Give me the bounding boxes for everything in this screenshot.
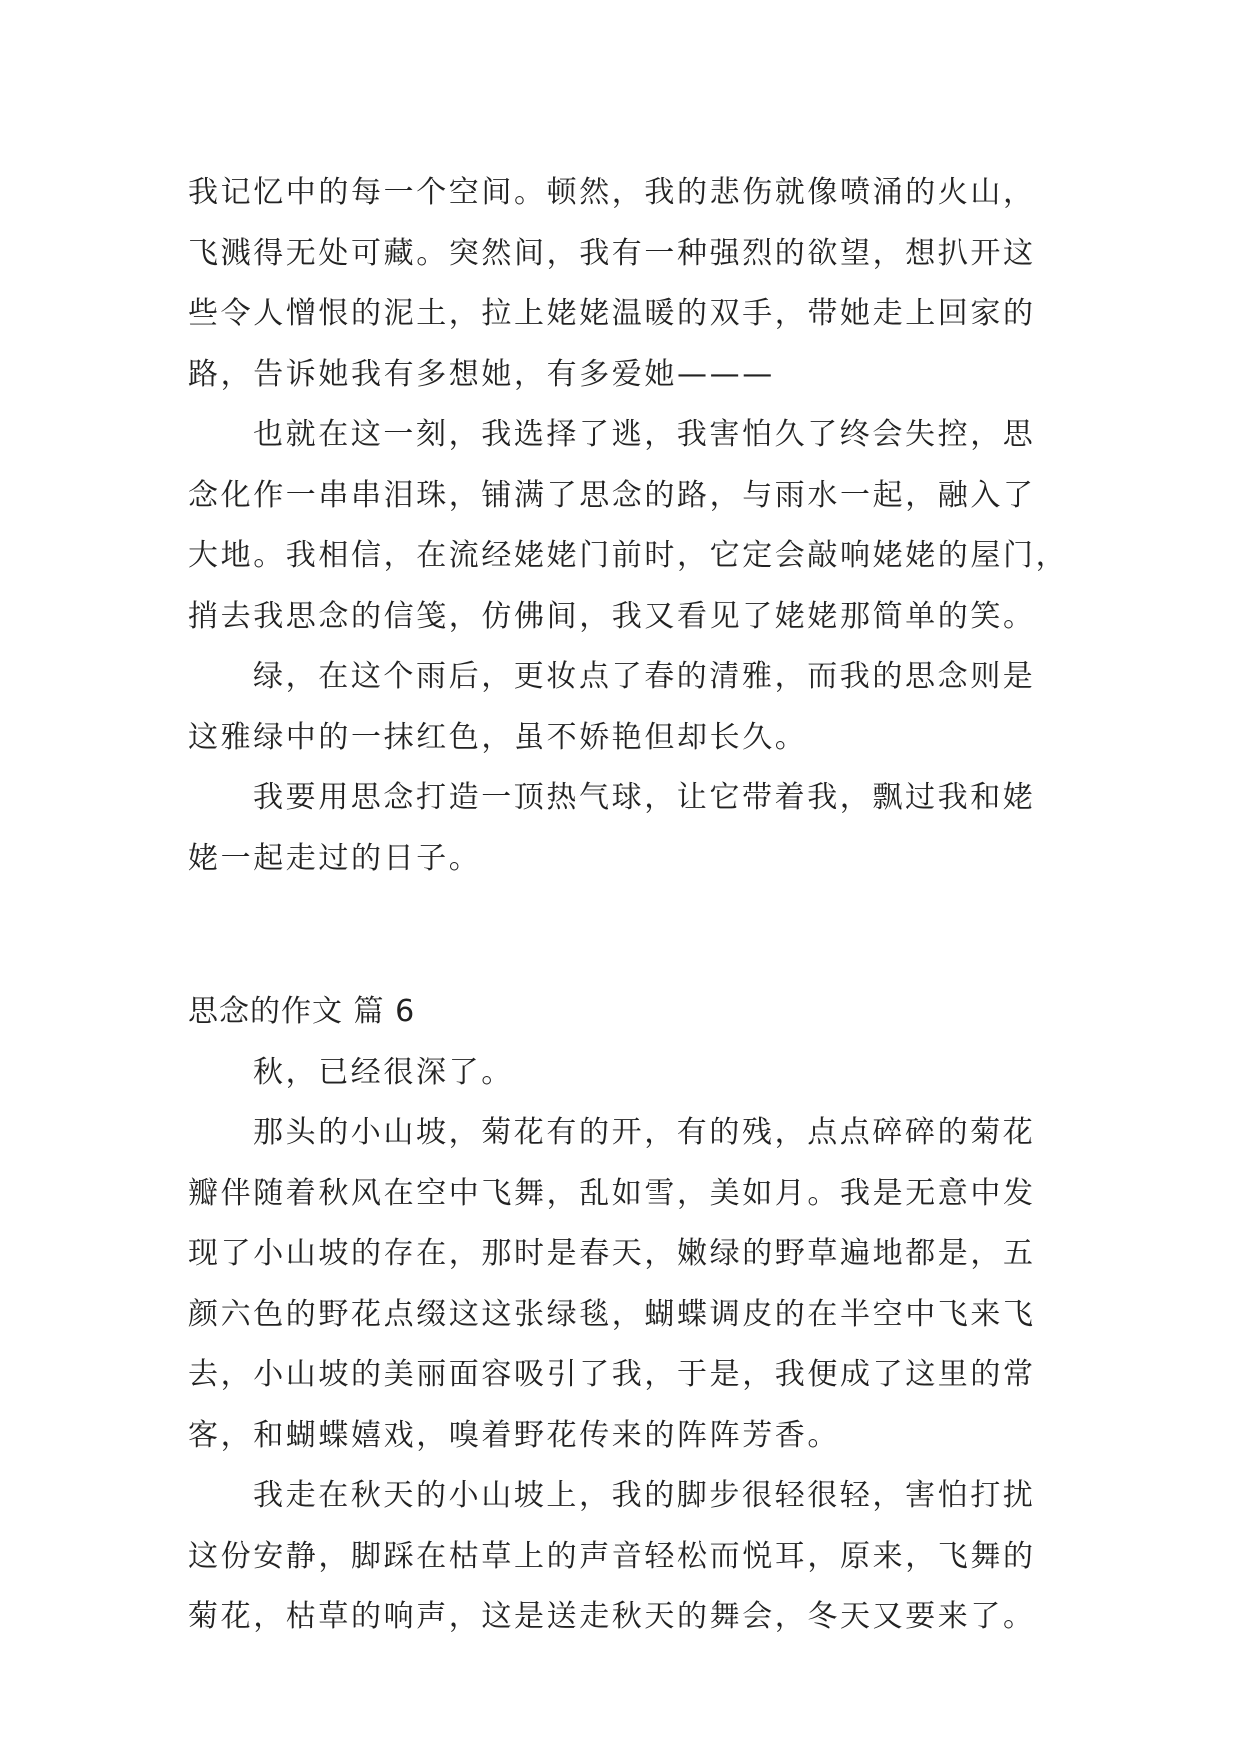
- text-line: 姥一起走过的日子。: [188, 840, 482, 876]
- text-line: 去，小山坡的美丽面容吸引了我，于是，我便成了这里的常: [188, 1357, 1036, 1392]
- paragraph: [188, 768, 1068, 889]
- text-line: 飞溅得无处可藏。突然间，我有一种强烈的欲望，想扒开这: [188, 235, 1036, 271]
- paragraph: [188, 647, 1068, 768]
- text-line: 瓣伴随着秋风在空中飞舞，乱如雪，美如月。我是无意中发: [188, 1175, 1036, 1211]
- text-line: 现了小山坡的存在，那时是春天，嫩绿的野草遍地都是，五: [188, 1236, 1036, 1271]
- text-line: 这份安静，脚踩在枯草上的声音轻松而悦耳，原来，飞舞的: [188, 1538, 1036, 1574]
- paragraph: [188, 405, 1068, 647]
- text-line: 捎去我思念的信笺，仿佛间，我又看见了姥姥那简单的笑。: [188, 598, 1036, 634]
- text-line: 路，告诉她我有多想她，有多爱她———: [188, 356, 775, 392]
- text-line: 那头的小山坡，菊花有的开，有的残，点点碎碎的菊花: [253, 1115, 1036, 1150]
- text-line: 大地。我相信，在流经姥姥门前时，它定会敲响姥姥的屋门，: [188, 538, 1069, 573]
- text-line: 也就在这一刻，我选择了逃，我害怕久了终会失控，思: [253, 417, 1036, 452]
- text-line: 念化作一串串泪珠，铺满了思念的路，与雨水一起，融入了: [188, 477, 1036, 513]
- text-line: 这雅绿中的一抹红色，虽不娇艳但却长久。: [188, 719, 808, 755]
- paragraph: [188, 1466, 1068, 1648]
- text-line: 我记忆中的每一个空间。顿然，我的悲伤就像喷涌的火山，: [188, 175, 1036, 210]
- text-line: 菊花，枯草的响声，这是送走秋天的舞会，冬天又要来了。: [188, 1599, 1036, 1634]
- paragraph: [188, 1103, 1068, 1466]
- text-line: 绿，在这个雨后，更妆点了春的清雅，而我的思念则是: [253, 659, 1036, 694]
- text-line: 客，和蝴蝶嬉戏，嗅着野花传来的阵阵芳香。: [188, 1417, 840, 1453]
- section-title: 思念的作文 篇 6: [188, 994, 416, 1029]
- paragraph: [188, 1043, 1068, 1104]
- text-line: 些令人憎恨的泥土，拉上姥姥温暖的双手，带她走上回家的: [188, 296, 1036, 331]
- text-line: 我走在秋天的小山坡上，我的脚步很轻很轻，害怕打扰: [253, 1478, 1036, 1513]
- text-line: 秋，已经很深了。: [253, 1054, 514, 1090]
- text-line: 颜六色的野花点缀这这张绿毯，蝴蝶调皮的在半空中飞来飞: [188, 1296, 1036, 1332]
- text-line: 我要用思念打造一顶热气球，让它带着我，飘过我和姥: [253, 780, 1036, 815]
- paragraph-continued: [188, 163, 1068, 405]
- document-body: [188, 163, 1068, 1648]
